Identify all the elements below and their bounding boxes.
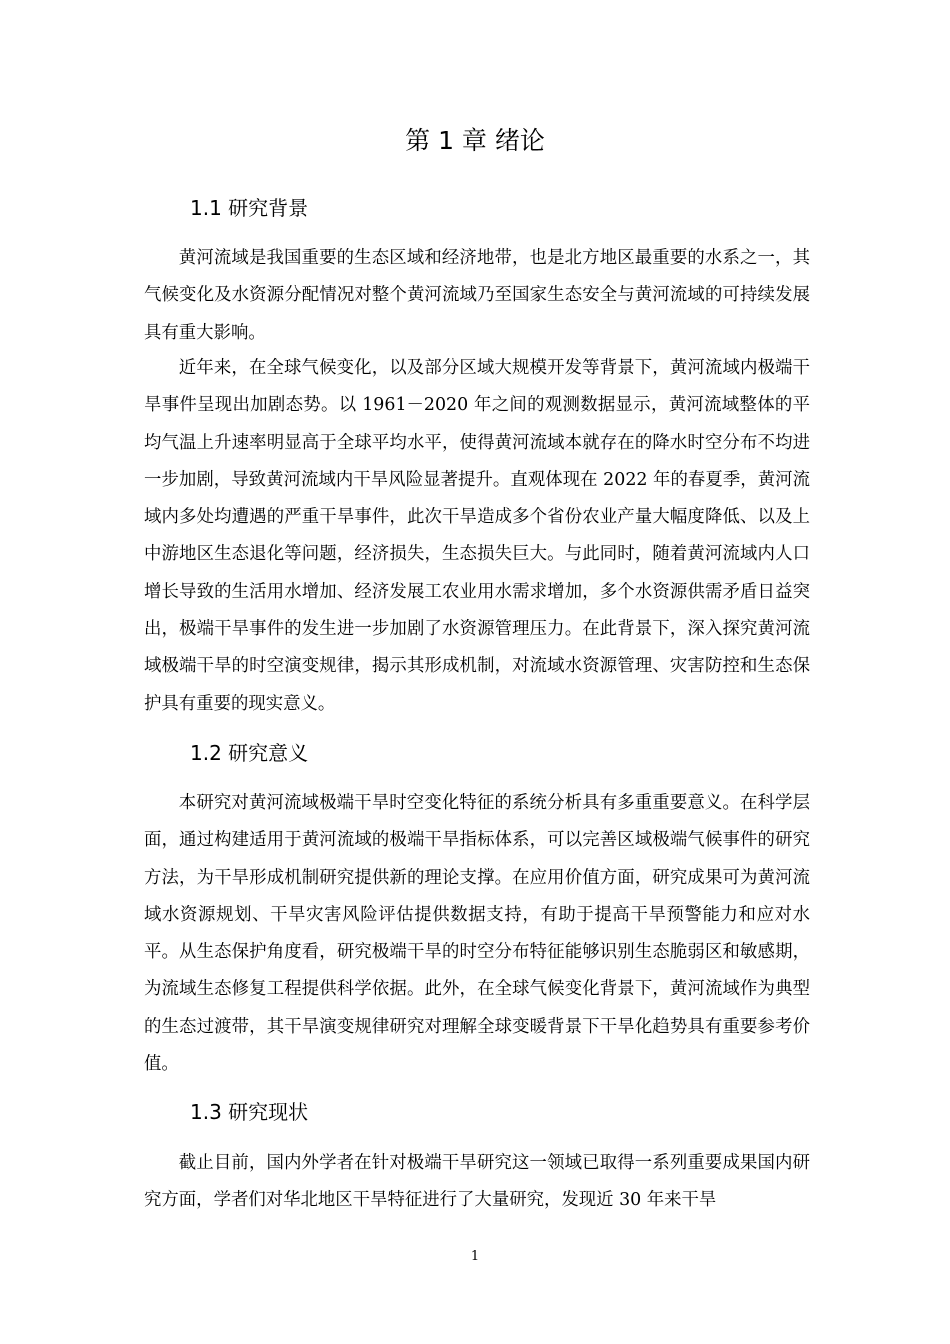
- section-heading-1-1: 1.1 研究背景: [190, 196, 309, 220]
- page-number: 1: [470, 1249, 480, 1264]
- paragraph-background-1: 黄河流域是我国重要的生态区域和经济地带，也是北方地区最重要的水系之一，其气候变化及水资源分配情况对整个黄河流域乃至国家生态安全与黄河流域的可持续发展具有重大影响。: [144, 248, 810, 343]
- section-heading-1-3: 1.3 研究现状: [190, 1100, 309, 1124]
- paragraph-significance: 本研究对黄河流域极端干旱时空变化特征的系统分析具有多重重要意义。在科学层面，通过构建适用于黄河流域的极端干旱指标体系，可以完善区域极端气候事件的研究方法，为干旱形成机制研究提供新的理论支撑。在应用价值方面，研究成果可为黄河流域水资源规划、干旱灾害风险评估提供数据支持，有助于提高干旱预警能力和应对水平。从生态保护角度看，研究极端干旱的时空分布特征能够识别生态脆弱区和敏感期，为流域生态修复工程提供科学依据。此外，在全球气候变化背景下，黄河流域作为典型的生态过渡带，其干旱演变规律研究对理解全球变暖背景下干旱化趋势具有重要参考价值。: [144, 793, 810, 1075]
- chapter-title: 第 1 章 绪论: [405, 126, 545, 155]
- paragraph-background-2: 近年来，在全球气候变化，以及部分区域大规模开发等背景下，黄河流域内极端干旱事件呈现出加剧态势。以 1961－2020 年之间的观测数据显示，黄河流域整体的平均气温上升速率明显高于全球平均水平，使得黄河流域本就存在的降水时空分布不均进一步加剧，导致黄河流域内干旱风险显著提升。直观体现在 2022 年的春夏季，黄河流域内多处均遭遇的严重干旱事件，此次干旱造成多个省份农业产量大幅度降低、以及上中游地区生态退化等问题，经济损失，生态损失巨大。与此同时，随着黄河流域内人口增长导致的生活用水增加、经济发展工农业用水需求增加，多个水资源供需矛盾日益突出，极端干旱事件的发生进一步加剧了水资源管理压力。在此背景下，深入探究黄河流域极端干旱的时空演变规律，揭示其形成机制，对流域水资源管理、灾害防控和生态保护具有重要的现实意义。: [144, 358, 810, 714]
- section-heading-1-2: 1.2 研究意义: [190, 741, 309, 765]
- paragraph-status: 截止目前，国内外学者在针对极端干旱研究这一领域已取得一系列重要成果国内研究方面，学者们对华北地区干旱特征进行了大量研究，发现近 30 年来干旱: [144, 1153, 810, 1211]
